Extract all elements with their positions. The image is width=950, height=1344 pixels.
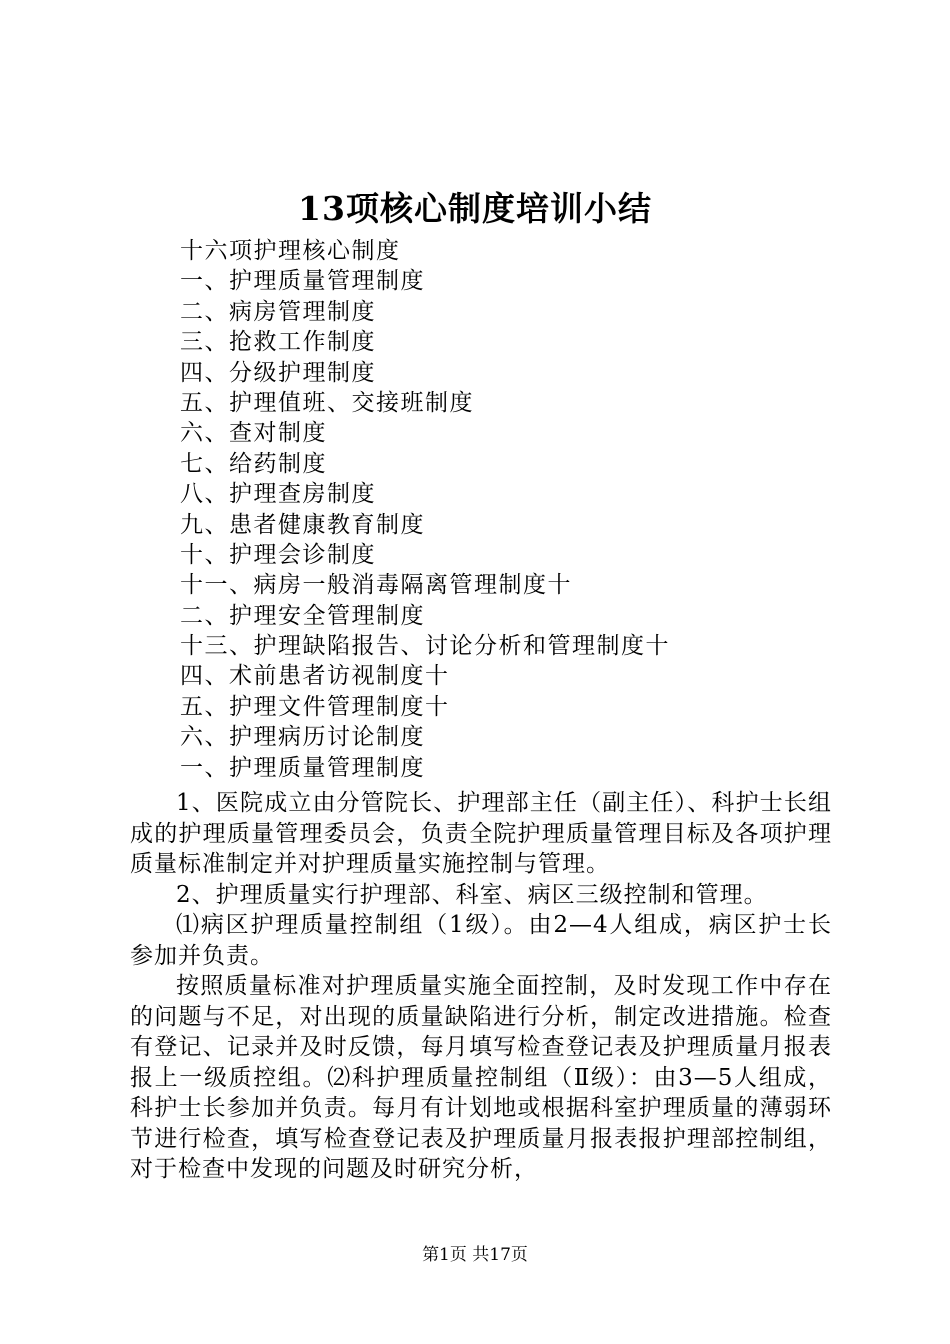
list-item: 六、查对制度 — [180, 420, 327, 447]
list-item: 四、分级护理制度 — [180, 359, 376, 386]
paragraph: ⑴病区护理质量控制组（1级）。由2—4人组成，病区护士长参加并负责。 — [130, 912, 832, 969]
list-item: 五、护理值班、交接班制度 — [180, 389, 474, 416]
list-item: 十一、病房一般消毒隔离管理制度十 — [180, 572, 572, 599]
list-item: 八、护理查房制度 — [180, 481, 376, 508]
core-system-list — [180, 236, 880, 783]
paragraph: 2、护理质量实行护理部、科室、病区三级控制和管理。 — [176, 881, 768, 908]
list-item: 四、术前患者访视制度十 — [180, 663, 450, 690]
list-item: 七、给药制度 — [180, 450, 327, 477]
paragraph: 按照质量标准对护理质量实施全面控制，及时发现工作中存在的问题与不足，对出现的质量缺陷进行分析，制定改进措施。检查有登记、记录并及时反馈，每月填写检查登记表及护理质量月报表报上一级质控组。⑵科护理质量控制组（Ⅱ级）：由3—5人组成，科护士长参加并负责。每月有计划地或根据科室护理质量的薄弱环节进行检查，填写检查登记表及护理质量月报表报护理部控制组，对于检查中发现的问题及时研究分析， — [130, 973, 832, 1182]
list-item: 一、护理质量管理制度 — [180, 268, 425, 295]
list-item: 十三、护理缺陷报告、讨论分析和管理制度十 — [180, 633, 670, 660]
body-text — [130, 788, 832, 1185]
paragraph: 1、医院成立由分管院长、护理部主任（副主任）、科护士长组成的护理质量管理委员会，负责全院护理质量管理目标及各项护理质量标准制定并对护理质量实施控制与管理。 — [130, 790, 832, 877]
list-item: 九、患者健康教育制度 — [180, 511, 425, 538]
document-title: 13项核心制度培训小结 — [298, 189, 652, 228]
list-item: 十六项护理核心制度 — [180, 238, 401, 264]
list-item: 五、护理文件管理制度十 — [180, 693, 450, 720]
list-item: 一、护理质量管理制度 — [180, 754, 425, 781]
page-number-footer: 第1页 共17页 — [422, 1245, 528, 1265]
list-item: 二、病房管理制度 — [180, 298, 376, 325]
list-item: 二、护理安全管理制度 — [180, 602, 425, 629]
list-item: 六、护理病历讨论制度 — [180, 724, 425, 751]
list-item: 十、护理会诊制度 — [180, 541, 376, 568]
list-item: 三、抢救工作制度 — [180, 329, 376, 356]
